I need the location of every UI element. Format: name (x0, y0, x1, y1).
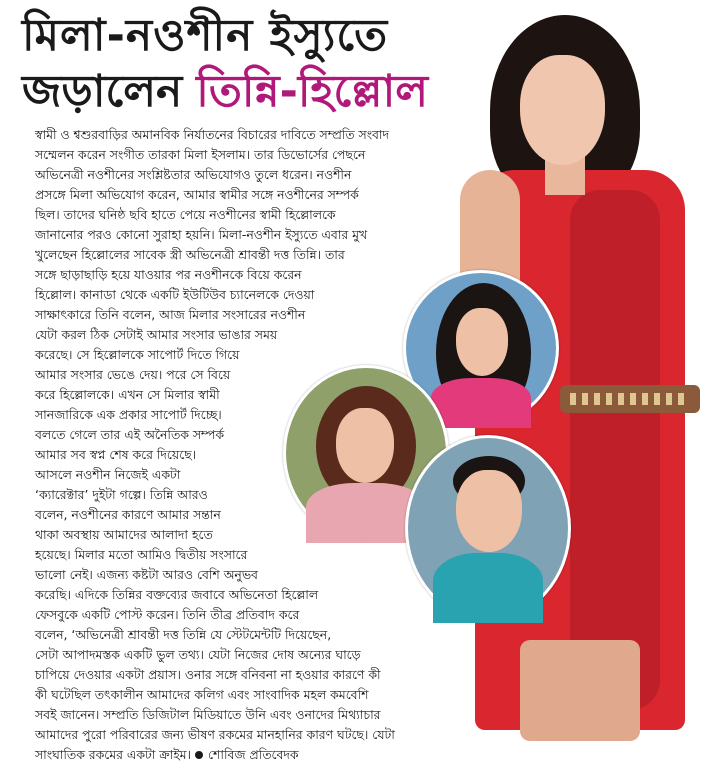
body-line: আমাদের পুরো পরিবারের জন্য ভীষণ রকমের মানহানির কারণ ঘটছে। যেটা (35, 727, 395, 742)
body-line: খুলেছেন হিল্লোলের সাবেক স্ত্রী অভিনেত্রী শ্রাবন্তী দত্ত তিন্নি। তার (35, 247, 345, 262)
body-line: হয়েছে। মিলার মতো আমিও দ্বিতীয় সংসারে (35, 547, 248, 562)
body-line: ছিল। তাদের ঘনিষ্ঠ ছবি হাতে পেয়ে নওশীনের স্বামী হিল্লোলকে (35, 207, 336, 222)
photo-face (520, 55, 605, 165)
body-line: ‘ক্যারেক্টার’ দুইটা গল্পে। তিন্নি আরও (35, 487, 208, 502)
body-line: আমার সংসার ভেঙে দেয়। পরে সে বিয়ে (35, 367, 231, 382)
byline-bullet-icon (195, 751, 203, 759)
body-line: ফেসবুকে একটি পোস্ট করেন। তিনি তীব্র প্রতিবাদ করে (35, 607, 300, 622)
body-line: সেটা আপাদমস্তক একটি ভুল তথ্য। যেটা নিজের দোষ অন্যের ঘাড়ে (35, 647, 361, 662)
body-last-line (35, 746, 299, 763)
body-line: করে হিল্লোলকে। এখন সে মিলার স্বামী (35, 387, 220, 402)
body-line: হিল্লোল। কানাডা থেকে একটি ইউটিউব চ্যানেলকে দেওয়া (35, 287, 315, 302)
body-line: করেছি। এদিকে তিন্নির বক্তব্যের জবাবে অভিনেতা হিল্লোল (35, 587, 319, 602)
body-line: বলতে গেলে তার এই অনৈতিক সম্পর্ক (35, 427, 225, 442)
photo-dress-shade (570, 190, 660, 710)
body-line: অভিনেত্রী নওশীনের সংশ্লিষ্টতার অভিযোগও তুলে ধরেন। নওশীন (35, 167, 352, 182)
body-line: আসলে নওশীন নিজেই একটা (35, 467, 181, 482)
headline-line-2 (22, 64, 492, 120)
body-line: বলেন, নওশীনের কারণে আমার সন্তান (35, 507, 221, 522)
headline-line-2-accent: তিন্নি-হিল্লোল (196, 66, 429, 117)
body-line: জানানোর পরও কোনো সুরাহা হয়নি। মিলা-নওশীন ইস্যুতে এবার মুখ (35, 227, 368, 242)
body-line: স্বামী ও শ্বশুরবাড়ির অমানবিক নির্যাতনের বিচারের দাবিতে সম্প্রতি সংবাদ (35, 127, 390, 142)
body-line: প্রসঙ্গে মিলা অভিযোগ করেন, আমার স্বামীর সঙ্গে নওশীনের সম্পর্ক (35, 187, 359, 202)
photo-belt-studs (570, 393, 690, 405)
body-line: কী ঘটেছিল তৎকালীন আমাদের কলিগ এবং সাংবাদিক মহল কমবেশি (35, 687, 369, 702)
body-line: থাকা অবস্থায় আমাদের আলাদা হতে (35, 527, 213, 542)
headline-line-1: মিলা-নওশীন ইস্যুতে (22, 10, 389, 61)
body-line: আমার সব স্বপ্ন শেষ করে দিয়েছে। (35, 447, 197, 462)
body-line: যেটা করল ঠিক সেটাই আমার সংসার ভাঙার সময় (35, 327, 278, 342)
headline (22, 8, 492, 120)
body-line: চাপিয়ে দেওয়ার একটা প্রয়াস। ওনার সঙ্গে বনিবনা না হওয়ার কারণে কী (35, 667, 381, 682)
body-line: সম্মেলন করেন সংগীত তারকা মিলা ইসলাম। তার ডিভোর্সের পেছনে (35, 147, 366, 162)
photo-legs (520, 640, 640, 741)
body-line: করেছে। সে হিল্লোলকে সাপোর্ট দিতে গিয়ে (35, 347, 240, 362)
body-line: সবই জানেন। সম্প্রতি ডিজিটাল মিডিয়াতে উনি এবং ওনাদের মিথ্যাচার (35, 707, 381, 722)
body-line: সাংঘাতিক রকমের একটা ক্রাইম। (35, 747, 191, 762)
body-line: বলেন, ‘অভিনেত্রী শ্রাবন্তী দত্ত তিন্নি যে স্টেটমেন্টটি দিয়েছেন, (35, 627, 332, 642)
body-line: ভালো নেই। এজন্য কষ্টটা আরও বেশি অনুভব (35, 567, 258, 582)
headline-line-2-black: জড়ালেন (22, 66, 183, 117)
body-line: সঙ্গে ছাড়াছাড়ি হয়ে যাওয়ার পর নওশীনকে বিয়ে করেন (35, 267, 302, 282)
inset-photo-hillol (405, 435, 571, 621)
body-line: সাক্ষাৎকারে তিনি বলেন, আজ মিলার সংসারের নওশীন (35, 307, 306, 322)
body-line: সানজারিকে এক প্রকার সাপোর্ট দিচ্ছে। (35, 407, 222, 422)
byline: শোবিজ প্রতিবেদক (208, 747, 299, 762)
